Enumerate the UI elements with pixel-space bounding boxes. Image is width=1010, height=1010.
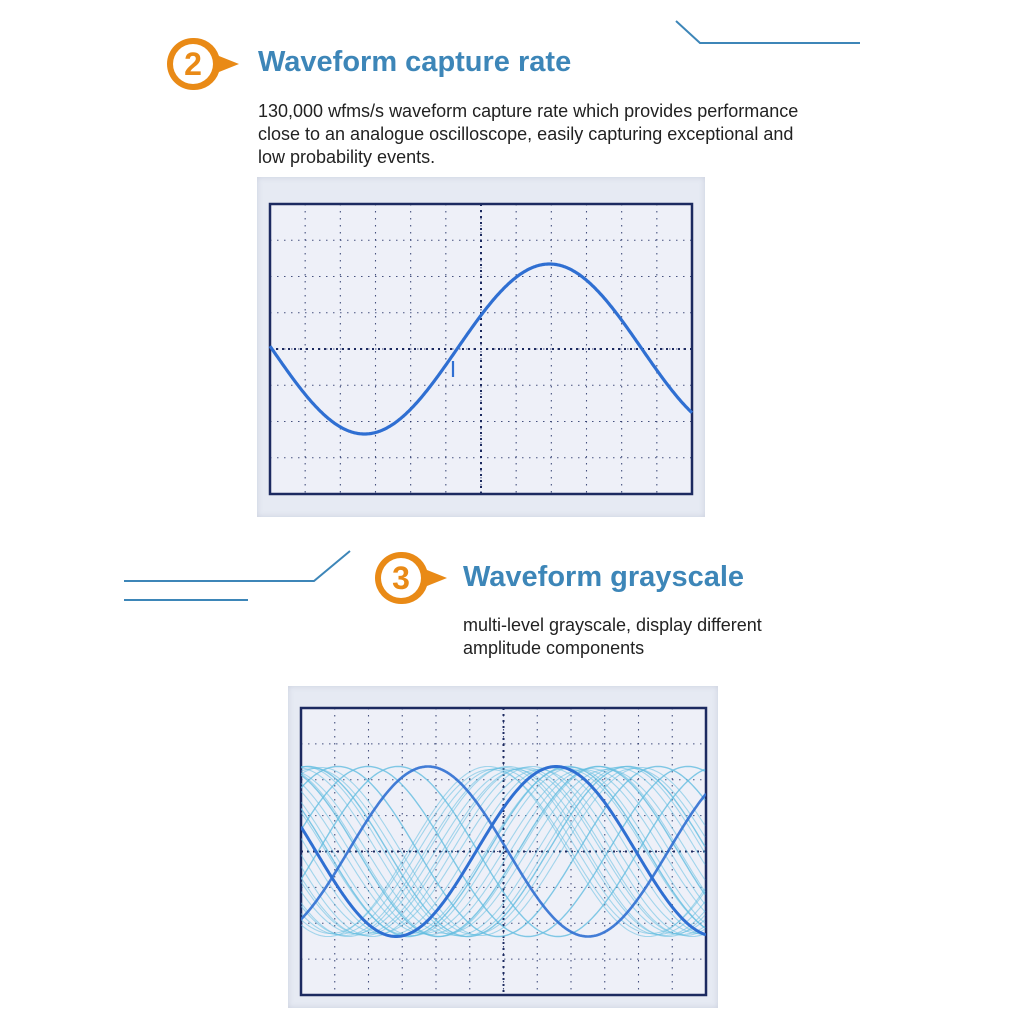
oscilloscope-screen-capture [257, 177, 705, 517]
description-line: multi-level grayscale, display different [463, 615, 762, 635]
waveform-display [257, 177, 705, 517]
step-badge-3 [371, 548, 451, 608]
decorative-line-top-right [670, 15, 870, 50]
description-line: 130,000 wfms/s waveform capture rate which provides performance [258, 101, 799, 121]
step-badge-2 [163, 34, 243, 94]
description-line: amplitude components [463, 638, 645, 658]
section-title: Waveform grayscale [463, 561, 745, 593]
decorative-line-mid-left [118, 545, 358, 605]
oscilloscope-screen-grayscale [288, 686, 718, 1008]
description-line: low probability events. [258, 147, 436, 167]
step-number: 3 [392, 559, 410, 596]
step-number: 2 [184, 45, 202, 82]
section-description [258, 100, 798, 169]
section-description [463, 614, 762, 660]
waveform-display [288, 686, 718, 1008]
description-line: close to an analogue oscilloscope, easily capturing exceptional and [258, 124, 794, 144]
section-title: Waveform capture rate [258, 46, 572, 78]
